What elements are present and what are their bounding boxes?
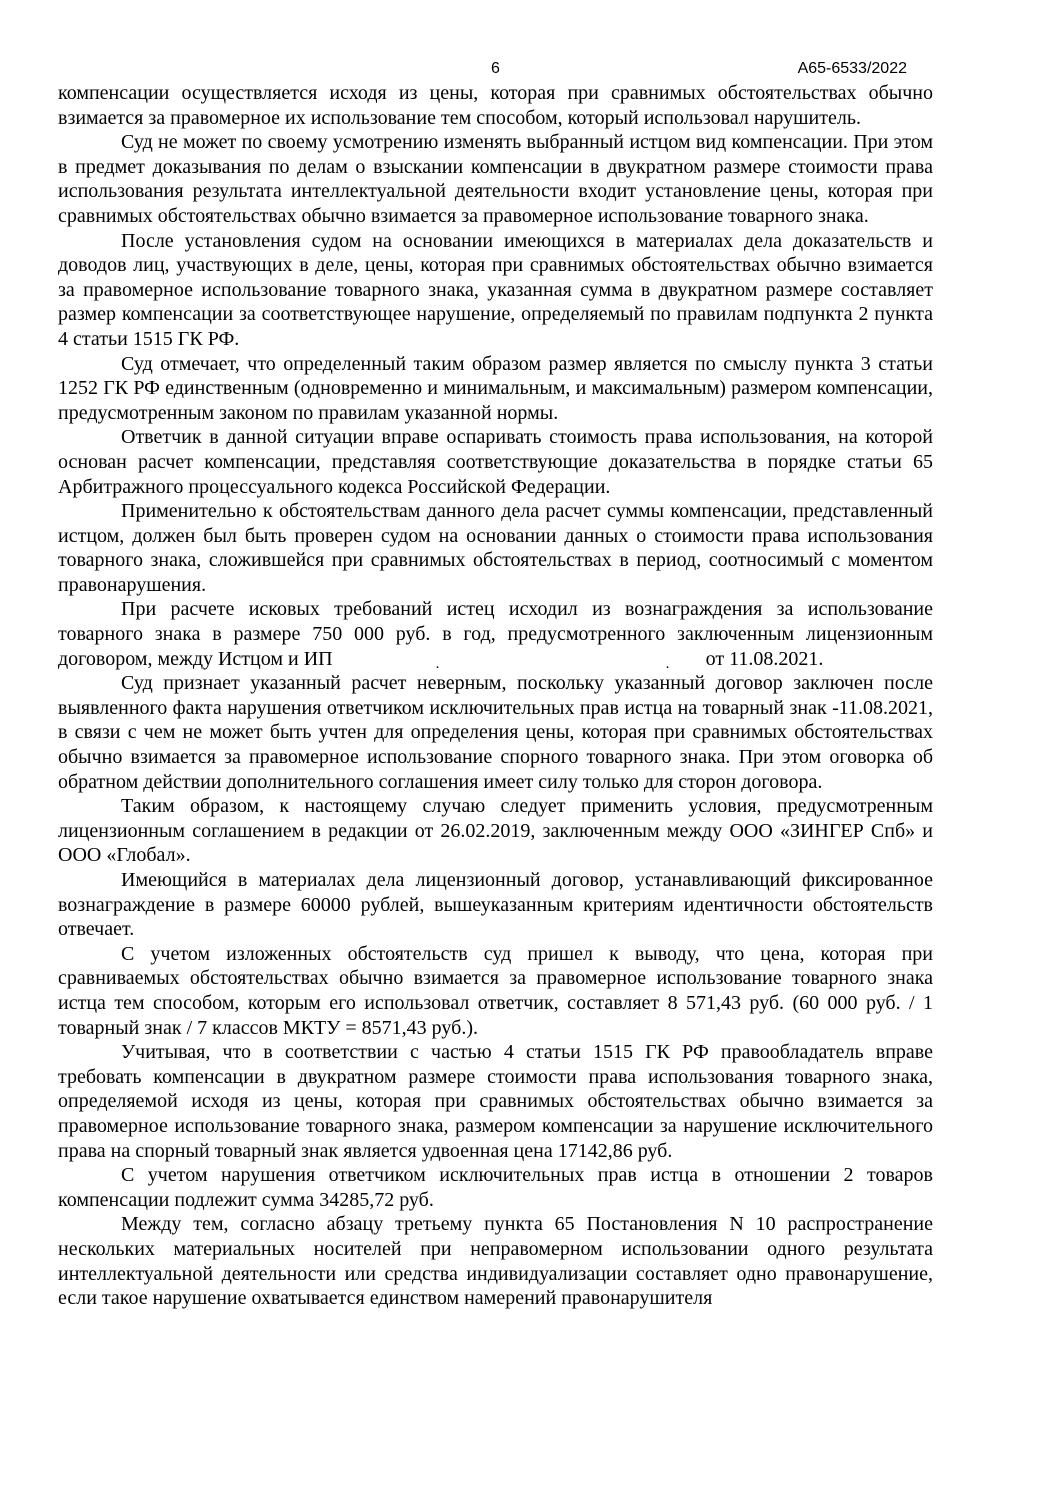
document-body	[58, 81, 933, 1311]
redaction-dot: .	[435, 655, 440, 672]
paragraph-2: Суд не может по своему усмотрению изменять выбранный истцом вид компенсации. При этом в предмет доказывания по делам о взыскании компенсации в двукратном размере стоимости права использования результата интеллектуальной деятельности входит установление цены, которая при сравнимых обстоятельствах обычно взимается за правомерное использование товарного знака.	[58, 131, 933, 227]
paragraph-13: С учетом нарушения ответчиком исключительных прав истца в отношении 2 товаров компенсации подлежит сумма 34285,72 руб.	[58, 1164, 933, 1211]
paragraph-8: Суд признает указанный расчет неверным, поскольку указанный договор заключен после выявленного факта нарушения ответчиком исключительных прав истца на товарный знак -11.08.2021, в связи с чем не может быть учтен для определения цены, которая при сравнимых обстоятельствах обычно взимается за правомерное использование спорного товарного знака. При этом оговорка об обратном действии дополнительного соглашения имеет силу только для сторон договора.	[58, 672, 933, 793]
paragraph-4: Суд отмечает, что определенный таким образом размер является по смыслу пункта 3 статьи 1252 ГК РФ единственным (одновременно и минимальным, и максимальным) размером компенсации, предусмотренным законом по правилам указанной нормы.	[58, 352, 933, 424]
paragraph-11: С учетом изложенных обстоятельств суд пришел к выводу, что цена, которая при сравниваемых обстоятельствах обычно взимается за правомерное использование товарного знака истца тем способом, которым его использовал ответчик, составляет 8 571,43 руб. (60 000 руб. / 1 товарный знак / 7 классов МКТУ = 8571,43 руб.).	[58, 942, 933, 1039]
page-number: 6	[491, 60, 500, 77]
redaction-dot: .	[665, 655, 670, 672]
paragraph-10: Имеющийся в материалах дела лицензионный договор, устанавливающий фиксированное вознаграждение в размере 60000 рублей, вышеуказанным критериям идентичности обстоятельств отвечает.	[58, 869, 933, 941]
page-header	[58, 59, 933, 81]
paragraph-1: компенсации осуществляется исходя из цены, которая при сравнимых обстоятельствах обычно взимается за правомерное их использование тем способом, который использовал нарушитель.	[58, 82, 933, 129]
paragraph-9: Таким образом, к настоящему случаю следует применить условия, предусмотренным лицензионным соглашением в редакции от 26.02.2019, заключенным между ООО «ЗИНГЕР Спб» и ООО «Глобал».	[58, 795, 933, 867]
paragraph-text-before-redaction: При расчете исковых требований истец исходил из вознаграждения за использование товарного знака в размере 750 000 руб. в год, предусмотренного заключенным лицензионным договором, между Истцом и ИП	[58, 598, 933, 670]
paragraph-3: После установления судом на основании имеющихся в материалах дела доказательств и доводов лиц, участвующих в деле, цены, которая при сравнимых обстоятельствах обычно взимается за правомерное использование товарного знака, указанная сумма в двукратном размере составляет размер компенсации за соответствующее нарушение, определяемый по правилам подпункта 2 пункта 4 статьи 1515 ГК РФ.	[58, 229, 933, 350]
paragraph-7-license-fee	[58, 597, 933, 671]
paragraph-5: Ответчик в данной ситуации вправе оспаривать стоимость права использования, на которой основан расчет компенсации, представляя соответствующие доказательства в порядке статьи 65 Арбитражного процессуального кодекса Российской Федерации.	[58, 426, 933, 498]
paragraph-text-after-redaction: от 11.08.2021.	[705, 647, 824, 670]
paragraph-6: Применительно к обстоятельствам данного дела расчет суммы компенсации, представленный истцом, должен был быть проверен судом на основании данных о стоимости права использования товарного знака, сложившейся при сравнимых обстоятельствах в период, соотносимый с моментом правонарушения.	[58, 500, 933, 596]
redacted-name-gap	[333, 655, 706, 672]
case-number: А65-6533/2022	[797, 60, 907, 77]
paragraph-12: Учитывая, что в соответствии с частью 4 статьи 1515 ГК РФ правообладатель вправе требовать компенсации в двукратном размере стоимости права использования товарного знака, определяемой исходя из цены, которая при сравнимых обстоятельствах обычно взимается за правомерное использование товарного знака, размером компенсации за нарушение исключительного права на спорный товарный знак является удвоенная цена 17142,86 руб.	[58, 1041, 933, 1162]
paragraph-14: Между тем, согласно абзацу третьему пункта 65 Постановления N 10 распространение нескольких материальных носителей при неправомерном использовании одного результата интеллектуальной деятельности или средства индивидуализации составляет одно правонарушение, если такое нарушение охватывается единством намерений правонарушителя	[58, 1213, 933, 1310]
